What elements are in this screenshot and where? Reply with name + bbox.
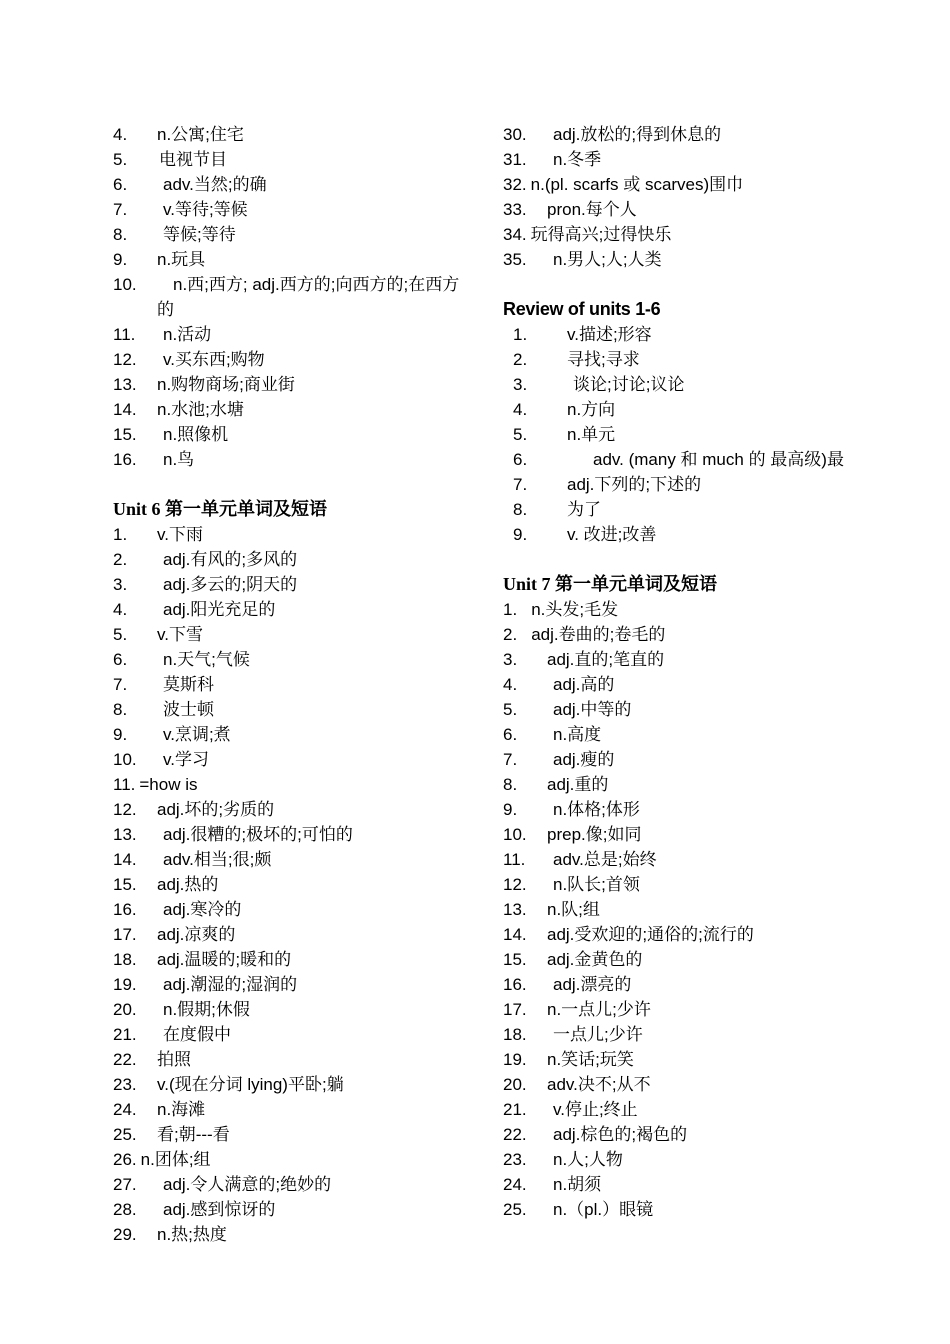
item-definition: adj.令人满意的;绝妙的 — [163, 1175, 332, 1194]
list-item — [503, 1197, 863, 1222]
list-item — [503, 747, 863, 772]
list-item — [503, 897, 863, 922]
item-definition: adv.总是;始终 — [553, 850, 657, 869]
item-number: 24. — [113, 1100, 137, 1119]
list-item — [113, 147, 473, 172]
item-definition: adj.潮湿的;湿润的 — [163, 975, 298, 994]
list-item — [113, 1097, 473, 1122]
unit6-vocab-list — [113, 522, 473, 1247]
item-definition: n.方向 — [567, 400, 616, 419]
list-item — [113, 822, 473, 847]
list-item — [113, 447, 473, 472]
list-item — [113, 272, 473, 322]
item-number: 20. — [113, 1000, 137, 1019]
item-definition: n.高度 — [553, 725, 602, 744]
item-number: 11. — [113, 775, 136, 794]
list-item — [503, 772, 863, 797]
item-number: 1. — [113, 525, 128, 544]
item-number: 19. — [113, 975, 137, 994]
item-definition: adj.放松的;得到休息的 — [553, 125, 722, 144]
item-definition: adj.有风的;多风的 — [163, 550, 298, 569]
item-definition: n.头发;毛发 — [531, 600, 619, 619]
item-number: 17. — [113, 925, 137, 944]
list-item — [113, 772, 473, 797]
list-item — [113, 397, 473, 422]
list-item — [113, 522, 473, 547]
item-number: 6. — [513, 450, 528, 469]
list-item — [113, 1222, 473, 1247]
list-item — [503, 597, 863, 622]
item-definition: n.胡须 — [553, 1175, 602, 1194]
item-definition: adj.高的 — [553, 675, 615, 694]
item-number: 8. — [113, 700, 128, 719]
list-item — [113, 847, 473, 872]
item-number: 8. — [113, 225, 128, 244]
item-number: 22. — [503, 1125, 527, 1144]
item-definition: v.描述;形容 — [567, 325, 652, 344]
item-number: 32. — [503, 175, 527, 194]
item-number: 3. — [503, 650, 518, 669]
item-number: 7. — [113, 200, 128, 219]
item-number: 2. — [503, 625, 518, 644]
item-number: 20. — [503, 1075, 527, 1094]
item-number: 5. — [113, 625, 128, 644]
item-definition: adv.相当;很;颇 — [163, 850, 272, 869]
list-item — [503, 447, 863, 472]
item-definition: v.下雨 — [157, 525, 203, 544]
item-definition: adj.中等的 — [553, 700, 632, 719]
item-definition: 等候;等待 — [163, 225, 236, 244]
item-number: 22. — [113, 1050, 137, 1069]
right-column — [503, 122, 863, 1222]
item-number: 30. — [503, 125, 527, 144]
list-item — [113, 622, 473, 647]
item-number: 12. — [503, 875, 527, 894]
item-number: 8. — [513, 500, 528, 519]
list-item — [503, 422, 863, 447]
item-definition: adj.温暖的;暖和的 — [157, 950, 292, 969]
item-number: 1. — [503, 600, 518, 619]
item-definition: 为了 — [567, 500, 601, 519]
item-definition: 在度假中 — [163, 1025, 231, 1044]
item-number: 14. — [503, 925, 527, 944]
item-number: 6. — [113, 650, 128, 669]
item-number: 29. — [113, 1225, 137, 1244]
list-item — [113, 322, 473, 347]
list-item — [503, 222, 863, 247]
unit7-vocab-list — [503, 597, 863, 1222]
item-definition: adv. (many 和 much 的 最高级)最 — [593, 450, 844, 469]
item-number: 25. — [503, 1200, 527, 1219]
item-number: 9. — [503, 800, 518, 819]
list-item — [503, 147, 863, 172]
list-item — [503, 1072, 863, 1097]
list-item — [113, 597, 473, 622]
item-definition: n.男人;人;人类 — [553, 250, 662, 269]
item-definition: 波士顿 — [163, 700, 214, 719]
item-number: 16. — [503, 975, 527, 994]
item-number: 4. — [503, 675, 518, 694]
item-definition: n.单元 — [567, 425, 616, 444]
item-number: 21. — [113, 1025, 137, 1044]
item-definition: n.假期;休假 — [163, 1000, 250, 1019]
item-definition: adv.当然;的确 — [163, 175, 267, 194]
item-definition: n.照像机 — [163, 425, 229, 444]
list-item — [503, 1022, 863, 1047]
list-item — [113, 972, 473, 997]
item-number: 7. — [513, 475, 528, 494]
item-definition: =how is — [139, 775, 198, 794]
item-number: 31. — [503, 150, 527, 169]
item-number: 21. — [503, 1100, 527, 1119]
list-item — [503, 822, 863, 847]
list-item — [113, 697, 473, 722]
item-number: 14. — [113, 850, 137, 869]
item-number: 16. — [113, 450, 137, 469]
list-item — [113, 922, 473, 947]
item-number: 2. — [113, 550, 128, 569]
item-number: 13. — [113, 375, 137, 394]
item-definition: n.水池;水塘 — [157, 400, 244, 419]
item-definition: adj.重的 — [547, 775, 609, 794]
list-item — [113, 547, 473, 572]
list-item — [113, 722, 473, 747]
list-item — [113, 1122, 473, 1147]
item-definition: v.等待;等候 — [163, 200, 248, 219]
list-item — [503, 947, 863, 972]
item-definition: 谈论;讨论;议论 — [573, 375, 685, 394]
list-item — [503, 497, 863, 522]
item-number: 18. — [503, 1025, 527, 1044]
list-item — [113, 1147, 473, 1172]
item-number: 5. — [513, 425, 528, 444]
item-definition: n.活动 — [163, 325, 212, 344]
item-definition: n.玩具 — [157, 250, 206, 269]
item-definition: adj.棕色的;褐色的 — [553, 1125, 688, 1144]
item-number: 18. — [113, 950, 137, 969]
item-number: 35. — [503, 250, 527, 269]
list-item — [503, 622, 863, 647]
list-item — [503, 1172, 863, 1197]
item-definition: n.队;组 — [547, 900, 600, 919]
item-number: 8. — [503, 775, 518, 794]
item-number: 24. — [503, 1175, 527, 1194]
item-number: 6. — [503, 725, 518, 744]
item-number: 4. — [513, 400, 528, 419]
item-number: 9. — [113, 250, 128, 269]
item-number: 6. — [113, 175, 128, 194]
list-item — [113, 347, 473, 372]
item-number: 9. — [513, 525, 528, 544]
list-item — [503, 122, 863, 147]
list-item — [113, 672, 473, 697]
list-item — [113, 222, 473, 247]
item-number: 34. — [503, 225, 527, 244]
item-number: 2. — [513, 350, 528, 369]
item-number: 4. — [113, 125, 128, 144]
item-number: 28. — [113, 1200, 137, 1219]
item-definition: n.公寓;住宅 — [157, 125, 244, 144]
item-definition: n.天气;气候 — [163, 650, 250, 669]
list-item — [113, 122, 473, 147]
item-definition: n.(pl. scarfs 或 scarves)围巾 — [530, 175, 744, 194]
left-column — [113, 122, 473, 1247]
list-item — [503, 1047, 863, 1072]
unit6-heading: Unit 6 第一单元单词及短语 — [113, 499, 328, 519]
item-number: 27. — [113, 1175, 137, 1194]
item-definition: n.鸟 — [163, 450, 195, 469]
item-definition: n.购物商场;商业街 — [157, 375, 295, 394]
item-number: 1. — [513, 325, 528, 344]
item-number: 11. — [503, 850, 526, 869]
item-definition: adj.阳光充足的 — [163, 600, 276, 619]
item-definition: 莫斯科 — [163, 675, 214, 694]
item-number: 12. — [113, 350, 137, 369]
item-definition: adj.下列的;下述的 — [567, 475, 702, 494]
list-item — [503, 1122, 863, 1147]
item-definition: 拍照 — [157, 1050, 191, 1069]
list-item — [113, 172, 473, 197]
item-number: 5. — [113, 150, 128, 169]
list-item — [503, 972, 863, 997]
list-item — [113, 872, 473, 897]
list-item — [503, 347, 863, 372]
item-definition: 一点儿;少许 — [553, 1025, 643, 1044]
item-number: 17. — [503, 1000, 527, 1019]
review-heading: Review of units 1-6 — [503, 299, 661, 319]
item-number: 14. — [113, 400, 137, 419]
item-number: 3. — [513, 375, 528, 394]
list-item — [503, 247, 863, 272]
item-definition: v.下雪 — [157, 625, 203, 644]
list-item — [503, 522, 863, 547]
item-number: 13. — [113, 825, 137, 844]
list-item — [503, 872, 863, 897]
item-definition: 看;朝---看 — [157, 1125, 230, 1144]
item-definition: n.热;热度 — [157, 1225, 227, 1244]
list-item — [503, 1097, 863, 1122]
item-number: 12. — [113, 800, 137, 819]
list-item — [113, 197, 473, 222]
list-item — [113, 947, 473, 972]
item-definition: n.（pl.）眼镜 — [553, 1200, 654, 1219]
unit7-heading: Unit 7 第一单元单词及短语 — [503, 574, 718, 594]
list-item — [113, 647, 473, 672]
item-number: 15. — [113, 425, 137, 444]
list-item — [503, 322, 863, 347]
list-item — [503, 997, 863, 1022]
item-definition: v.买东西;购物 — [163, 350, 265, 369]
item-number: 26. — [113, 1150, 137, 1169]
item-definition: v.学习 — [163, 750, 209, 769]
item-definition: adv.决不;从不 — [547, 1075, 651, 1094]
item-number: 19. — [503, 1050, 527, 1069]
item-number: 25. — [113, 1125, 137, 1144]
list-item — [113, 372, 473, 397]
item-definition: adj.直的;笔直的 — [547, 650, 665, 669]
item-definition: 玩得高兴;过得快乐 — [530, 225, 672, 244]
item-definition: n.西;西方; adj.西方的;向西方的;在西方的 — [157, 275, 460, 319]
item-number: 10. — [503, 825, 527, 844]
item-definition: adj.漂亮的 — [553, 975, 632, 994]
list-item — [503, 197, 863, 222]
list-item — [113, 247, 473, 272]
item-definition: v.(现在分词 lying)平卧;躺 — [157, 1075, 344, 1094]
list-item — [113, 1172, 473, 1197]
list-item — [503, 847, 863, 872]
item-definition: pron.每个人 — [547, 200, 637, 219]
item-number: 33. — [503, 200, 527, 219]
list-item — [113, 1197, 473, 1222]
list-item — [113, 422, 473, 447]
item-definition: 寻找;寻求 — [567, 350, 640, 369]
item-number: 9. — [113, 725, 128, 744]
item-number: 10. — [113, 750, 137, 769]
list-item — [113, 897, 473, 922]
item-number: 3. — [113, 575, 128, 594]
item-number: 7. — [503, 750, 518, 769]
item-number: 10. — [113, 275, 137, 294]
list-item — [503, 697, 863, 722]
list-item — [113, 572, 473, 597]
list-item — [503, 672, 863, 697]
review-vocab-list — [503, 322, 863, 547]
item-definition: n.团体;组 — [140, 1150, 211, 1169]
item-definition: adj.很糟的;极坏的;可怕的 — [163, 825, 353, 844]
item-definition: v.停止;终止 — [553, 1100, 638, 1119]
item-definition: prep.像;如同 — [547, 825, 642, 844]
item-number: 5. — [503, 700, 518, 719]
list-item — [503, 797, 863, 822]
list-item — [503, 647, 863, 672]
list-item — [113, 747, 473, 772]
item-definition: adj.寒冷的 — [163, 900, 242, 919]
item-definition: adj.热的 — [157, 875, 219, 894]
item-definition: n.体格;体形 — [553, 800, 640, 819]
item-definition: adj.瘦的 — [553, 750, 615, 769]
list-item — [113, 997, 473, 1022]
item-number: 15. — [113, 875, 137, 894]
list-item — [503, 722, 863, 747]
item-definition: n.人;人物 — [553, 1150, 623, 1169]
item-definition: n.冬季 — [553, 150, 602, 169]
item-definition: adj.卷曲的;卷毛的 — [531, 625, 666, 644]
item-definition: 电视节目 — [159, 150, 227, 169]
item-definition: n.队长;首领 — [553, 875, 640, 894]
list-item — [503, 372, 863, 397]
vocab-list-continued-right — [503, 122, 863, 272]
item-number: 16. — [113, 900, 137, 919]
list-item — [503, 172, 863, 197]
item-definition: adj.金黄色的 — [547, 950, 643, 969]
item-definition: n.一点儿;少许 — [547, 1000, 651, 1019]
list-item — [113, 1072, 473, 1097]
item-definition: adj.感到惊讶的 — [163, 1200, 276, 1219]
item-definition: adj.受欢迎的;通俗的;流行的 — [547, 925, 754, 944]
item-number: 4. — [113, 600, 128, 619]
list-item — [113, 797, 473, 822]
item-number: 23. — [113, 1075, 137, 1094]
list-item — [113, 1047, 473, 1072]
item-definition: v. 改进;改善 — [567, 525, 657, 544]
item-number: 13. — [503, 900, 527, 919]
item-number: 11. — [113, 325, 136, 344]
item-number: 23. — [503, 1150, 527, 1169]
item-definition: adj.多云的;阴天的 — [163, 575, 298, 594]
item-definition: n.笑话;玩笑 — [547, 1050, 634, 1069]
list-item — [503, 1147, 863, 1172]
item-number: 15. — [503, 950, 527, 969]
item-definition: adj.凉爽的 — [157, 925, 236, 944]
list-item — [503, 472, 863, 497]
item-definition: n.海滩 — [157, 1100, 206, 1119]
vocab-list-continued — [113, 122, 473, 472]
item-definition: v.烹调;煮 — [163, 725, 231, 744]
item-definition: adj.坏的;劣质的 — [157, 800, 275, 819]
item-number: 7. — [113, 675, 128, 694]
list-item — [503, 922, 863, 947]
list-item — [113, 1022, 473, 1047]
list-item — [503, 397, 863, 422]
